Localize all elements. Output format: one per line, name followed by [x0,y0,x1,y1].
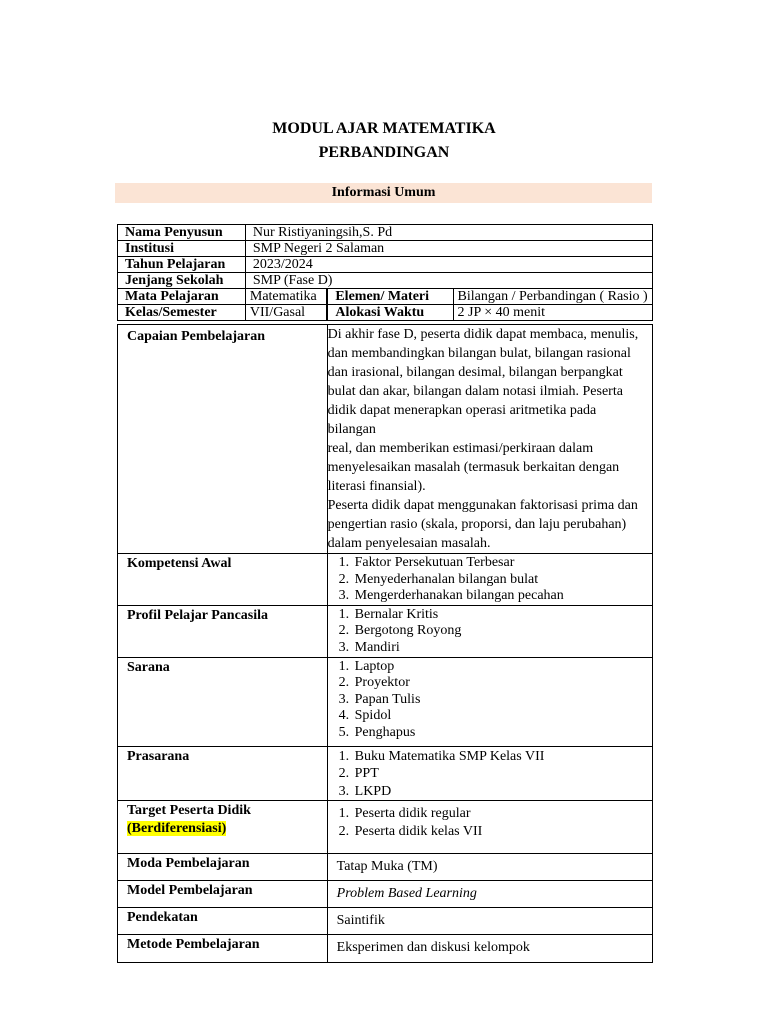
list-item: 2. Proyektor [353,675,646,692]
section-header-informasi-umum: Informasi Umum [115,183,652,203]
value-kompetensi-awal [327,554,652,606]
label-model-pembelajaran: Model Pembelajaran [118,881,328,908]
label-capaian-pembelajaran: Capaian Pembelajaran [118,325,328,554]
value-sarana [327,657,652,746]
table-row [118,257,653,273]
table-row-metode [118,935,653,963]
value-metode-cell [327,935,652,963]
value-institusi: SMP Negeri 2 Salaman [245,241,652,257]
value-elemen-materi: Bilangan / Perbandingan ( Rasio ) [453,289,652,305]
value-metode-pembelajaran: Eksperimen dan diskusi kelompok [336,940,530,955]
value-target-peserta-didik [327,801,652,854]
list-item: 3. LKPD [353,783,646,801]
table-row-prasarana [118,746,653,801]
value-kelas-semester: VII/Gasal [245,305,327,321]
label-moda-pembelajaran: Moda Pembelajaran [118,854,328,881]
capaian-line: bulat dan akar, bilangan dalam notasi ilmiah. Peserta [327,384,623,399]
table-row-sarana [118,657,653,746]
capaian-line: dan membandingkan bilangan bulat, bilangan rasional [327,346,631,361]
label-sarana: Sarana [118,657,328,746]
label-metode-pembelajaran: Metode Pembelajaran [118,935,328,963]
list-item: 1. Laptop [353,659,646,676]
label-target-peserta-didik [118,801,328,854]
table-row [118,305,653,321]
list-item: 1. Buku Matematika SMP Kelas VII [353,748,646,766]
table-row-pendekatan [118,908,653,935]
target-label-text: Target Peserta Didik [127,803,251,818]
label-prasarana: Prasarana [118,746,328,801]
label-tahun-pelajaran: Tahun Pelajaran [118,257,246,273]
table-row [118,273,653,289]
list-item: 3. Mengerderhanakan bilangan pecahan [353,588,646,605]
document-subtitle: PERBANDINGAN [318,144,450,161]
info-table [117,224,653,321]
capaian-line: real, dan memberikan estimasi/perkiraan dalam [327,441,594,456]
value-alokasi-waktu: 2 JP × 40 menit [453,305,652,321]
list-item: 2. Bergotong Royong [353,623,646,640]
value-moda-cell [327,854,652,881]
table-row-moda [118,854,653,881]
list-item: 2. Peserta didik kelas VII [353,823,646,841]
table-row-model [118,881,653,908]
value-nama-penyusun: Nur Ristiyaningsih,S. Pd [245,225,652,241]
value-prasarana [327,746,652,801]
capaian-line: didik dapat menerapkan operasi aritmetika pada bilangan [327,403,597,437]
value-model-pembelajaran: Problem Based Learning [336,886,477,901]
capaian-line: literasi finansial). [327,479,426,494]
berdiferensiasi-highlight: (Berdiferensiasi) [127,821,227,836]
list-item: 3. Papan Tulis [353,692,646,709]
label-jenjang-sekolah: Jenjang Sekolah [118,273,246,289]
list-item: 3. Mandiri [353,640,646,657]
list-item: 5. Penghapus [353,725,646,742]
table-row-target [118,801,653,854]
capaian-line: pengertian rasio (skala, proporsi, dan laju perubahan) [327,517,627,532]
value-mata-pelajaran: Matematika [245,289,327,305]
value-tahun-pelajaran: 2023/2024 [245,257,652,273]
label-profil-pelajar: Profil Pelajar Pancasila [118,605,328,657]
capaian-line: Di akhir fase D, peserta didik dapat membaca, menulis, [327,327,639,342]
label-mata-pelajaran: Mata Pelajaran [118,289,246,305]
value-pendekatan-cell [327,908,652,935]
value-model-cell [327,881,652,908]
table-row [118,289,653,305]
list-item: 1. Faktor Persekutuan Terbesar [353,555,646,572]
value-moda-pembelajaran: Tatap Muka (TM) [336,859,438,874]
label-kelas-semester: Kelas/Semester [118,305,246,321]
label-kompetensi-awal: Kompetensi Awal [118,554,328,606]
value-profil-pelajar [327,605,652,657]
table-row [118,241,653,257]
value-capaian-pembelajaran [327,325,652,554]
list-item: 2. Menyederhanalan bilangan bulat [353,572,646,589]
capaian-line: menyelesaikan masalah (termasuk berkaitan dengan [327,460,620,475]
capaian-line: dalam penyelesaian masalah. [327,536,491,551]
label-nama-penyusun: Nama Penyusun [118,225,246,241]
capaian-line: Peserta didik dapat menggunakan faktorisasi prima dan [327,498,638,513]
list-item: 4. Spidol [353,708,646,725]
document-title: MODUL AJAR MATEMATIKA [272,120,496,137]
table-row-profil [118,605,653,657]
capaian-line: dan irasional, bilangan desimal, bilangan berpangkat [327,365,623,380]
value-pendekatan: Saintifik [336,913,385,928]
detail-table [117,324,653,963]
table-row [118,225,653,241]
table-row-capaian [118,325,653,554]
table-row-kompetensi-awal [118,554,653,606]
label-alokasi-waktu: Alokasi Waktu [327,305,453,321]
label-institusi: Institusi [118,241,246,257]
list-item: 1. Bernalar Kritis [353,607,646,624]
list-item: 2. PPT [353,765,646,783]
value-jenjang-sekolah: SMP (Fase D) [245,273,652,289]
label-pendekatan: Pendekatan [118,908,328,935]
label-elemen-materi: Elemen/ Materi [327,289,453,305]
list-item: 1. Peserta didik regular [353,805,646,823]
